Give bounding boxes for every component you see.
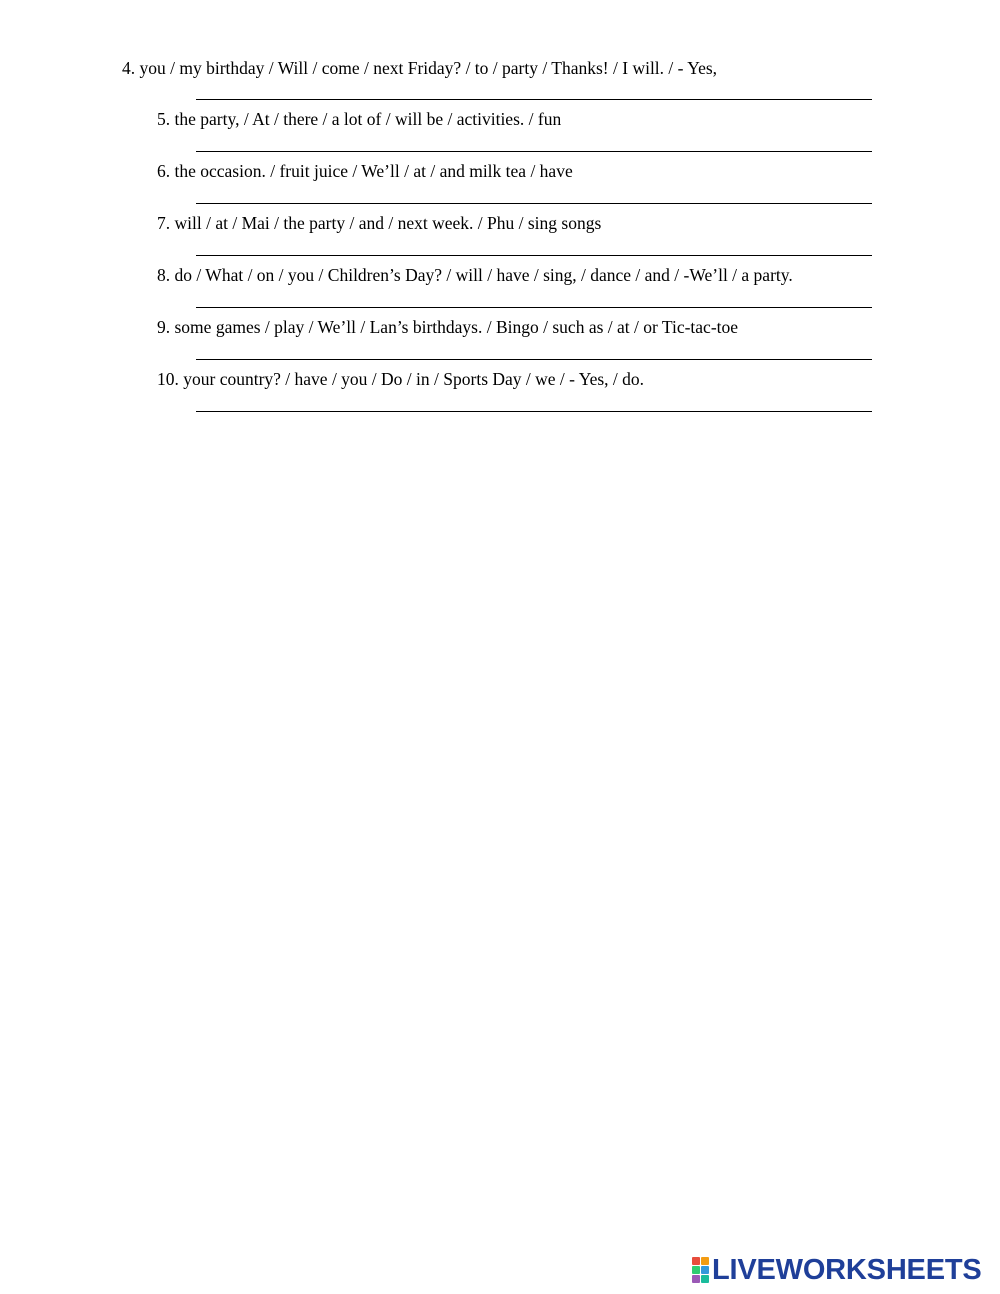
exercise-item-8: 8. do / What / on / you / Children’s Day? / will / have / sing, / dance / and / -We’ll / a party. [157,265,793,285]
exercise-item-10: 10. your country? / have / you / Do / in / Sports Day / we / - Yes, / do. [157,369,645,389]
logo-block-icon [692,1266,700,1274]
answer-line-6[interactable] [196,203,872,204]
live-blocks-icon [692,1257,709,1283]
logo-block-icon [701,1257,709,1265]
exercise-item-7: 7. will / at / Mai / the party / and / next week. / Phu / sing songs [157,213,602,233]
answer-line-8[interactable] [196,307,872,308]
liveworksheets-logo [692,1254,992,1286]
answer-line-9[interactable] [196,359,872,360]
logo-block-icon [692,1257,700,1265]
answer-line-7[interactable] [196,255,872,256]
answer-line-10[interactable] [196,411,872,412]
answer-line-5[interactable] [196,151,872,152]
logo-block-icon [701,1275,709,1283]
answer-line-4[interactable] [196,99,872,100]
logo-block-icon [692,1275,700,1283]
exercise-item-6: 6. the occasion. / fruit juice / We’ll / at / and milk tea / have [157,161,573,181]
exercise-item-4: 4. you / my birthday / Will / come / next Friday? / to / party / Thanks! / I will. / - Yes, [122,58,718,78]
exercise-item-9: 9. some games / play / We’ll / Lan’s birthdays. / Bingo / such as / at / or Tic-tac-toe [157,317,739,337]
logo-block-icon [701,1266,709,1274]
logo-text: LIVEWORKSHEETS [712,1254,982,1286]
exercise-item-5: 5. the party, / At / there / a lot of / will be / activities. / fun [157,109,562,129]
